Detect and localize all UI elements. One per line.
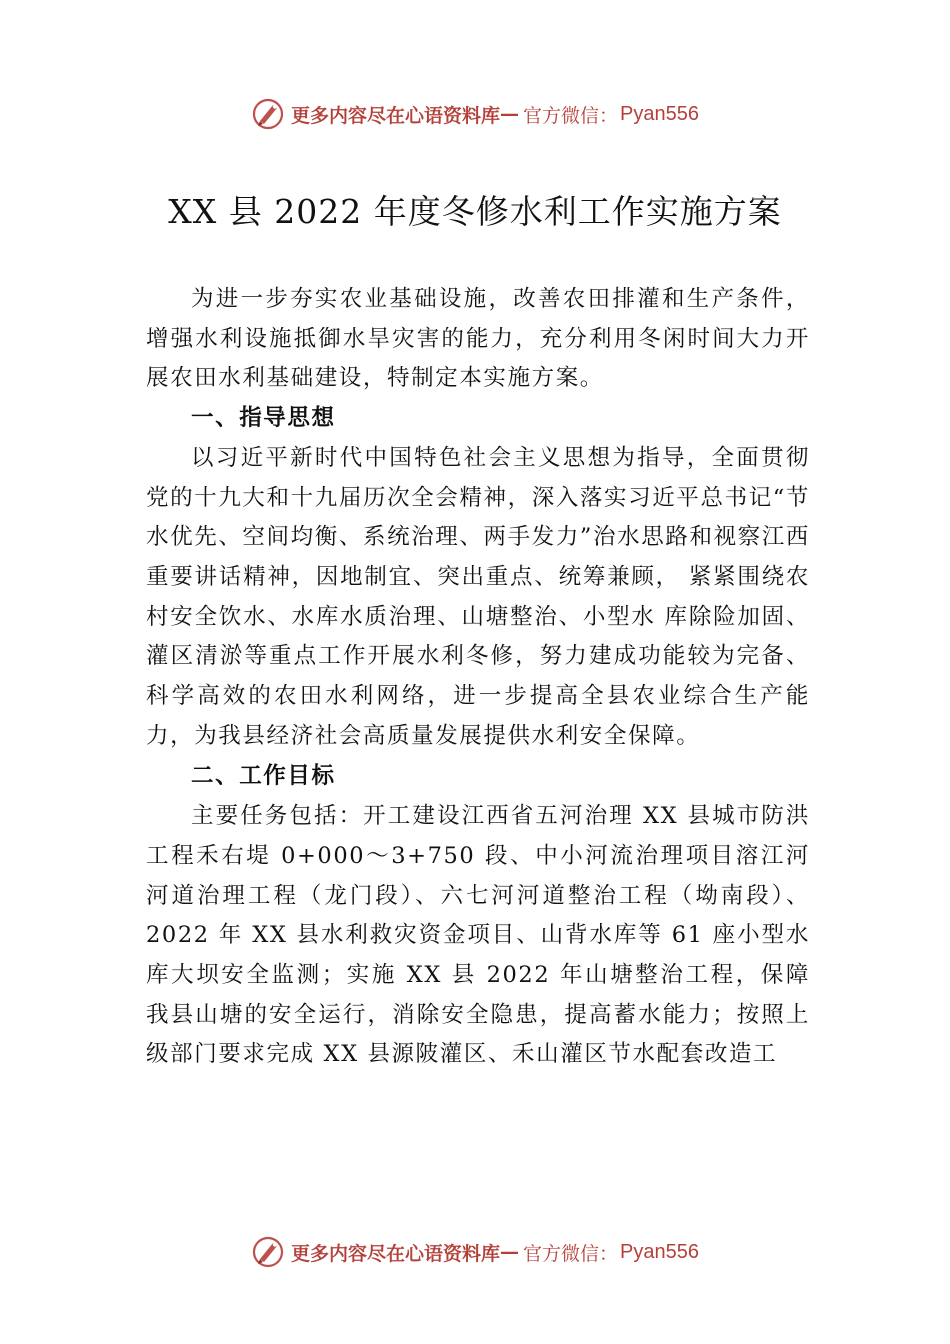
banner-wechat-id: Pyan556 <box>620 102 699 125</box>
banner-wechat-label: 官方微信： <box>523 1242 619 1265</box>
header-banner <box>0 94 950 134</box>
pen-seal-logo-icon <box>251 97 285 131</box>
banner-brand-text: 更多内容尽在心语资料库 <box>291 1242 501 1265</box>
banner-dash: — <box>500 1241 520 1263</box>
section-heading-work-goals: 二、工作目标 <box>191 763 336 790</box>
guiding-ideology-paragraph: 以习近平新时代中国特色社会主义思想为指导，全面贯彻党的十九大和十九届历次全会精神，深入落实习近平总书记“节水优先、空间均衡、系统治理、两手发力”治水思路和视察江西重要讲话精神，因地制宜、突出重点、统筹兼顾， 紧紧围绕农村安全饮水、水库水质治理、山塘整治、小型水 库除险加固、灌区清淤等重点工作开展水利冬修，努力建成功能较为完备、科学高效的农田水利网络，进一步提高全县农业综合生产能力，为我县经济社会高质量发展提供水利安全保障。 <box>146 444 810 749</box>
pen-seal-logo-icon <box>251 1235 285 1269</box>
section-heading-guiding-ideology: 一、指导思想 <box>191 405 336 432</box>
document-body <box>146 280 810 1075</box>
document-title: XX 县 2022 年度冬修水利工作实施方案 <box>168 192 782 231</box>
banner-wechat-label: 官方微信： <box>523 104 619 127</box>
work-goals-paragraph: 主要任务包括：开工建设江西省五河治理 XX 县城市防洪工程禾右堤 0+000～3+750 段、中小河流治理项目溶江河河道治理工程（龙门段）、六七河河道整治工程（坳南段）、2022 年 XX 县水利救灾资金项目、山背水库等 61 座小型水库大坝安全监测；实施 XX 县 2022 年山塘整治工程，保障我县山塘的安全运行，消除安全隐患，提高蓄水能力；按照上级部门要求完成 XX 县源陂灌区、禾山灌区节水配套改造工 <box>146 803 810 1068</box>
intro-paragraph: 为进一步夯实农业基础设施，改善农田排灌和生产条件，增强水利设施抵御水旱灾害的能力，充分利用冬闲时间大力开展农田水利基础建设，特制定本实施方案。 <box>146 286 810 392</box>
footer-banner <box>0 1232 950 1272</box>
banner-wechat-id: Pyan556 <box>620 1240 699 1263</box>
banner-dash: — <box>500 103 520 125</box>
banner-brand-text: 更多内容尽在心语资料库 <box>291 104 501 127</box>
